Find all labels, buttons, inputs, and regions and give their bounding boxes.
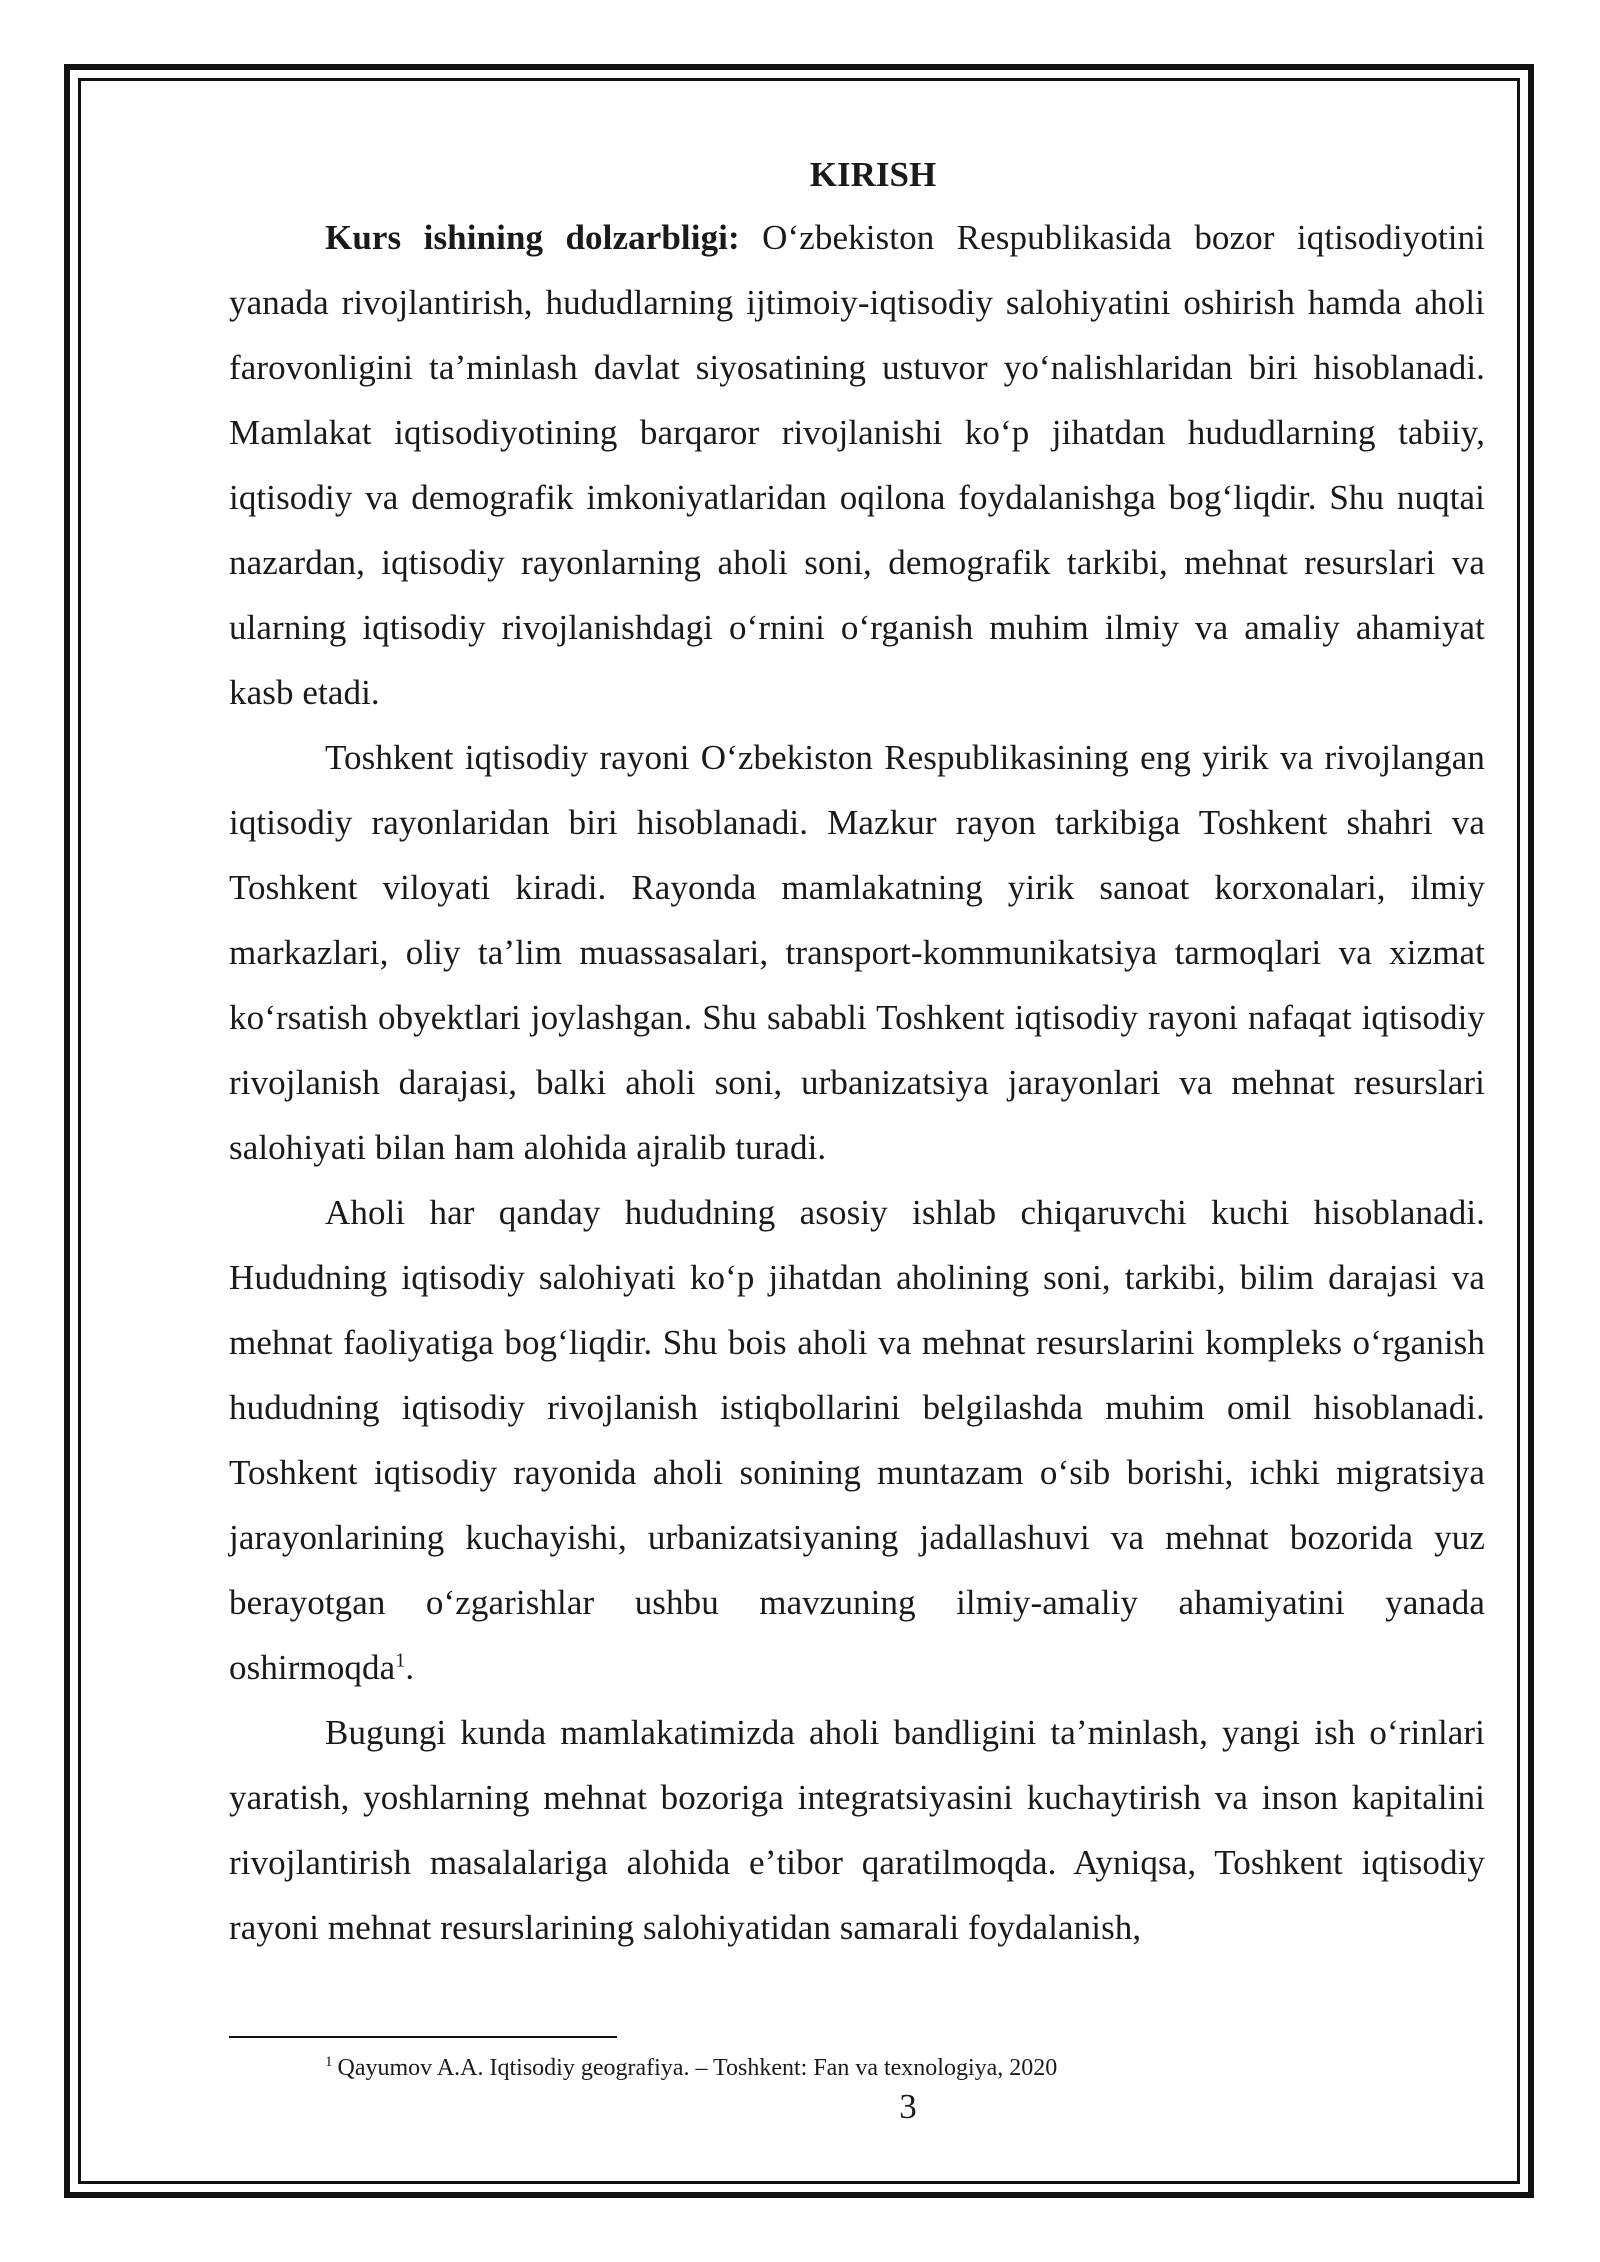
page-body (229, 150, 1485, 1960)
paragraph-lead: Kurs ishining dolzarbligi: (325, 218, 740, 257)
paragraph-employment (229, 1700, 1485, 1960)
paragraph-text: Toshkent iqtisodiy rayoni Oʻzbekiston Respublikasining eng yirik va rivojlangan iqtisodiy rayonlaridan biri hisoblanadi. Mazkur rayon tarkibiga Toshkent shahri va Toshkent viloyati kiradi. Rayonda mamlakatning yirik sanoat korxonalari, ilmiy markazlari, oliy taʼlim muassasalari, transport-kommunikatsiya tarmoqlari va xizmat koʻrsatish obyektlari joylashgan. Shu sababli Toshkent iqtisodiy rayoni nafaqat iqtisodiy rivojlanish darajasi, balki aholi soni, urbanizatsiya jarayonlari va mehnat resurslari salohiyati bilan ham alohida ajralib turadi. (229, 738, 1485, 1167)
footnote-text: Qayumov A.A. Iqtisodiy geografiya. – Toshkent: Fan va texnologiya, 2020 (337, 2055, 1058, 2081)
paragraph-text: Aholi har qanday hududning asosiy ishlab chiqaruvchi kuchi hisoblanadi. Hududning iqtisodiy salohiyati koʻp jihatdan aholining soni, tarkibi, bilim darajasi va mehnat faoliyatiga bogʻliqdir. Shu bois aholi va mehnat resurslarini kompleks oʻrganish hududning iqtisodiy rivojlanish istiqbollarini belgilashda muhim omil hisoblanadi. Toshkent iqtisodiy rayonida aholi sonining muntazam oʻsib borishi, ichki migratsiya jarayonlarining kuchayishi, urbanizatsiyaning jadallashuvi va mehnat bozorida yuz berayotgan oʻzgarishlar ushbu mavzuning ilmiy-amaliy ahamiyatini yanada oshirmoqda (229, 1193, 1485, 1687)
section-title: KIRISH (809, 155, 937, 194)
footnote (325, 2053, 1057, 2083)
footnote-marker: 1 (325, 2054, 333, 2070)
footnote-separator (229, 2036, 617, 2038)
paragraph-population (229, 1180, 1485, 1700)
page-number: 3 (899, 2087, 917, 2126)
paragraph-text: Oʻzbekiston Respublikasida bozor iqtisodiyotini yanada rivojlantirish, hududlarning ijtimoiy-iqtisodiy salohiyatini oshirish hamda aholi farovonligini taʼminlash davlat siyosatining ustuvor yoʻnalishlaridan biri hisoblanadi. Mamlakat iqtisodiyotining barqaror rivojlanishi koʻp jihatdan hududlarning tabiiy, iqtisodiy va demografik imkoniyatlaridan oqilona foydalanishga bogʻliqdir. Shu nuqtai nazardan, iqtisodiy rayonlarning aholi soni, demografik tarkibi, mehnat resurslari va ularning iqtisodiy rivojlanishdagi oʻrnini oʻrganish muhim ilmiy va amaliy ahamiyat kasb etadi. (229, 218, 1485, 712)
paragraph-text: Bugungi kunda mamlakatimizda aholi bandligini taʼminlash, yangi ish oʻrinlari yaratish, yoshlarning mehnat bozoriga integratsiyasini kuchaytirish va inson kapitalini rivojlantirish masalalariga alohida eʼtibor qaratilmoqda. Ayniqsa, Toshkent iqtisodiy rayoni mehnat resurslarining salohiyatidan samarali foydalanish, (229, 1713, 1485, 1947)
paragraph-relevance (229, 205, 1485, 725)
footnote-reference[interactable]: 1 (395, 1649, 406, 1672)
paragraph-tashkent-region (229, 725, 1485, 1180)
paragraph-tail: . (405, 1648, 415, 1687)
